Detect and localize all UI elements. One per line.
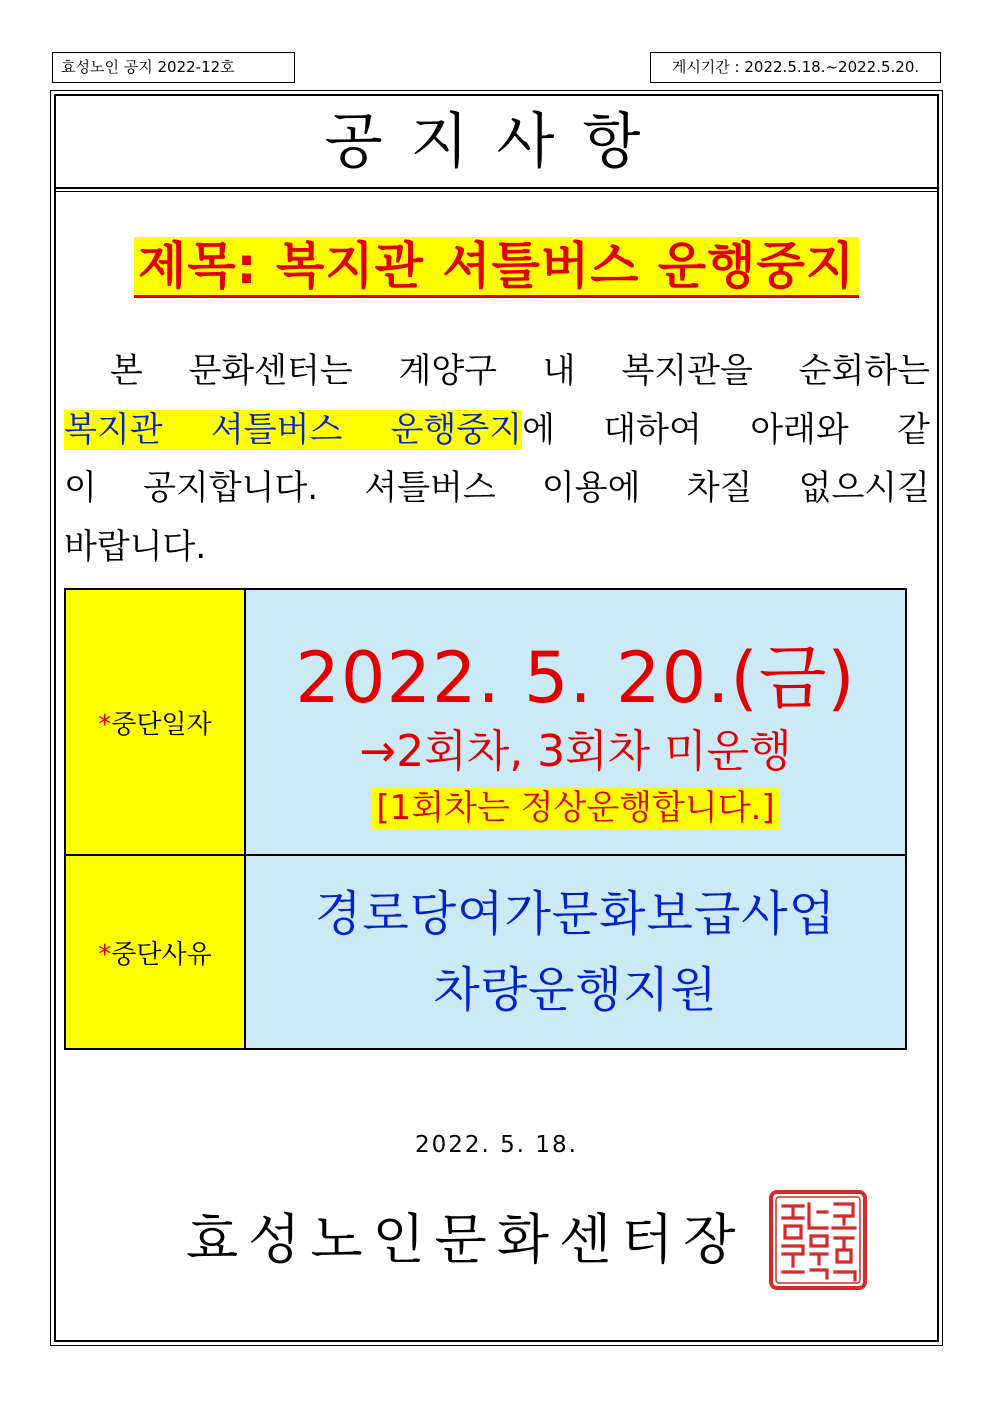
suspension-reason-cell <box>245 855 906 1049</box>
suspension-reason-label <box>65 855 245 1049</box>
star-mark: * <box>98 939 112 970</box>
signer-name: 효성노인문화센터장 <box>186 1208 746 1271</box>
body-line-2 <box>64 401 930 460</box>
title-divider-thin <box>54 191 939 192</box>
body-line-1 <box>64 342 930 401</box>
suspension-date-label <box>65 589 245 855</box>
official-seal-icon <box>767 1188 869 1292</box>
body-highlight: 복지관 셔틀버스 운행중지 <box>64 409 523 450</box>
reason-line-1: 경로당여가문화보급사업 <box>314 886 837 942</box>
body-line-3: 이 공지합니다. 셔틀버스 이용에 차질 없으시길 <box>64 468 930 508</box>
body-line-2-text: 에 대하여 아래와 같 <box>522 409 930 450</box>
suspension-date-label-text: 중단일자 <box>111 709 212 740</box>
body-line-4: 바랍니다. <box>64 526 207 567</box>
info-table <box>64 588 907 1050</box>
suspension-date: 2022. 5. 20.(금) <box>295 637 856 719</box>
page-title: 공지사항 <box>324 107 669 177</box>
table-row <box>65 855 906 1049</box>
subject-wrapper <box>54 237 939 298</box>
body-line-1-text: 본 문화센터는 계양구 내 복지관을 순회하는 <box>109 351 931 391</box>
sign-date: 2022. 5. 18. <box>415 1132 578 1158</box>
reason-line-2: 차량운행지원 <box>433 962 718 1018</box>
title-divider <box>54 187 939 189</box>
suspension-detail: →2회차, 3회차 미운행 <box>359 726 792 777</box>
suspension-note: [1회차는 정상운행합니다.] <box>372 787 778 829</box>
table-row <box>65 589 906 855</box>
star-mark: * <box>98 709 112 740</box>
subject-heading: 제목: 복지관 셔틀버스 운행중지 <box>134 237 859 298</box>
suspension-date-cell <box>245 589 906 855</box>
suspension-reason-label-text: 중단사유 <box>111 939 212 970</box>
notice-number: 효성노인 공지 2022-12호 <box>52 52 295 83</box>
posting-period: 게시기간 : 2022.5.18.~2022.5.20. <box>650 52 941 83</box>
notice-body <box>64 342 930 576</box>
